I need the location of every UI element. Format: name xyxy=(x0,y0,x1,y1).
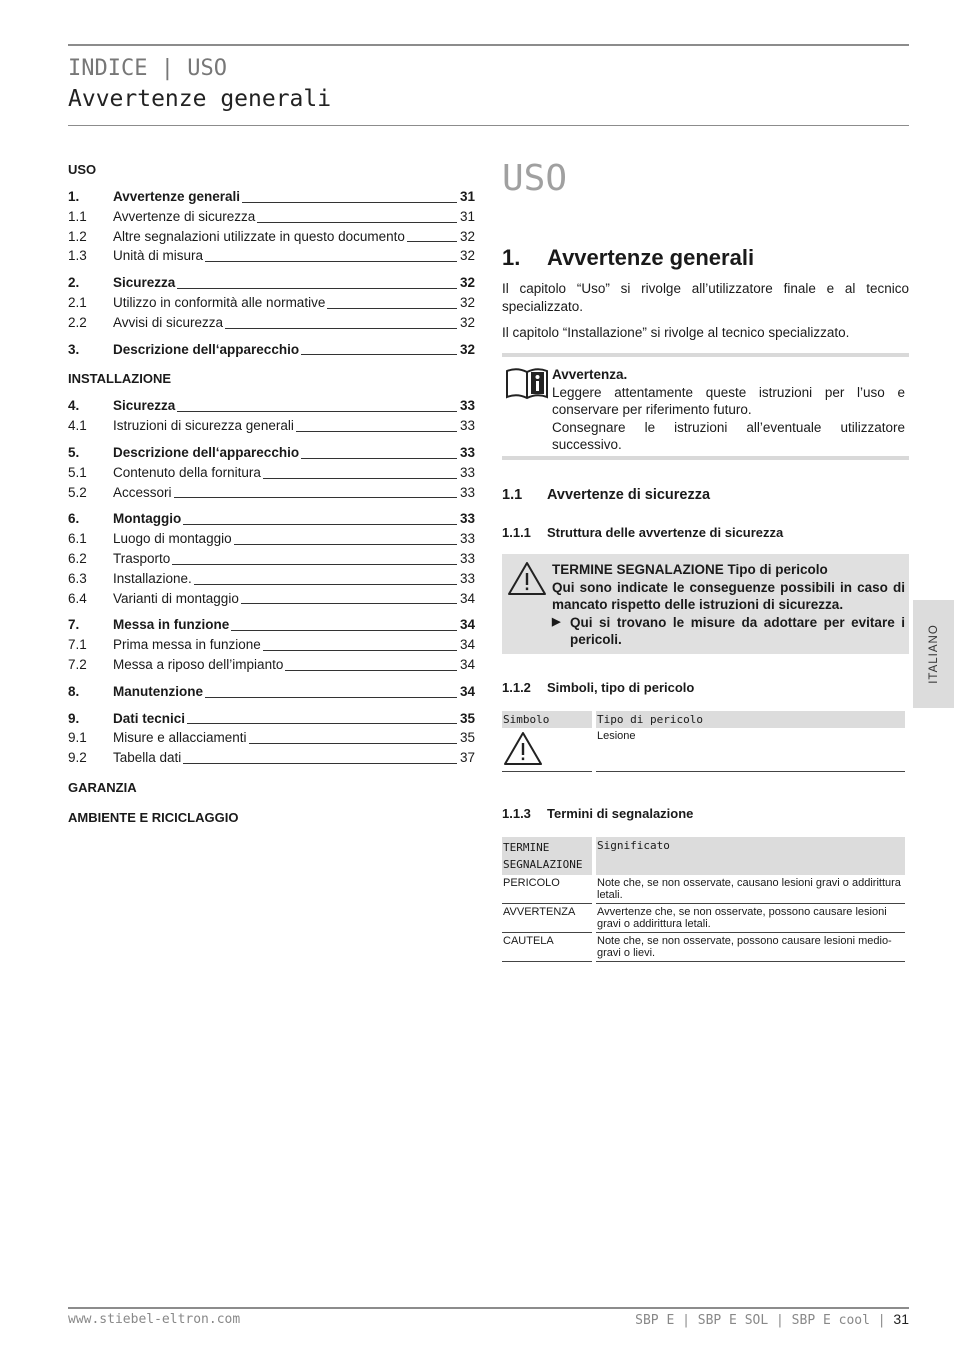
toc-entry-page: 37 xyxy=(459,750,475,766)
footer-url: www.stiebel-eltron.com xyxy=(68,1312,241,1327)
note-text xyxy=(552,366,905,454)
toc-leader xyxy=(183,524,457,525)
col-header-meaning: Significato xyxy=(596,837,905,875)
warning-title: TERMINE SEGNALAZIONE Tipo di pericolo xyxy=(552,562,828,577)
toc-leader xyxy=(187,723,457,724)
toc-leader xyxy=(194,584,457,585)
toc-entry-page: 34 xyxy=(459,637,475,653)
toc-section-title: AMBIENTE E RICICLAGGIO xyxy=(68,809,239,825)
toc-entry-label: Descrizione dell‘apparecchio xyxy=(113,341,300,357)
toc-entry-label: Montaggio xyxy=(113,511,182,527)
arrow-right-icon: ▶ xyxy=(552,615,561,628)
toc-leader xyxy=(263,650,457,651)
toc-entry[interactable] xyxy=(68,443,475,463)
footer-rule xyxy=(68,1307,909,1309)
toc-entry[interactable] xyxy=(68,246,475,266)
toc-entry-label: Accessori xyxy=(113,484,172,500)
toc-entry[interactable] xyxy=(68,615,475,635)
toc-leader xyxy=(296,431,457,432)
toc-leader xyxy=(241,603,457,604)
note-title: Avvertenza. xyxy=(552,367,628,382)
toc-section-title: GARANZIA xyxy=(68,779,137,795)
toc-entry-number: 6.2 xyxy=(68,550,87,566)
table-row xyxy=(502,875,905,904)
toc-entry-page: 32 xyxy=(459,228,475,244)
toc-entry-number: 6. xyxy=(68,511,80,527)
toc-entry[interactable] xyxy=(68,340,475,360)
toc-entry-page: 33 xyxy=(459,464,475,480)
symbols-table xyxy=(498,711,909,772)
warning-step-text: Qui si trovano le misure da adottare per evitare i pericoli. xyxy=(570,614,905,647)
toc-entry-number: 7. xyxy=(68,617,80,633)
toc-entry-number: 5. xyxy=(68,444,80,460)
toc-entry-number: 6.4 xyxy=(68,590,87,606)
footer-product-list: SBP E | SBP E SOL | SBP E cool | xyxy=(635,1313,886,1328)
toc-entry-number: 9.1 xyxy=(68,730,87,746)
part-title: USO xyxy=(502,158,568,199)
toc-entry-number: 2.2 xyxy=(68,314,87,330)
toc-entry-page: 33 xyxy=(459,398,475,414)
toc-entry-page: 31 xyxy=(459,189,475,204)
toc-leader xyxy=(285,670,457,671)
toc-entry-page: 35 xyxy=(459,730,475,746)
chapter-heading xyxy=(502,245,754,271)
section-title: Avvertenze di sicurezza xyxy=(547,487,711,503)
toc-entry-page: 33 xyxy=(459,484,475,500)
header-top-rule xyxy=(68,44,909,46)
toc-entry-label: Sicurezza xyxy=(113,275,176,291)
toc-entry[interactable] xyxy=(68,207,475,227)
toc-entry[interactable] xyxy=(68,709,475,729)
section-number: 1.1 xyxy=(502,487,523,503)
toc-entry-label: Luogo di montaggio xyxy=(113,531,232,547)
toc-entry-number: 7.1 xyxy=(68,637,87,653)
term-cell: CAUTELA xyxy=(502,933,592,962)
subsection-title: Termini di segnalazione xyxy=(547,806,694,821)
toc-entry-number: 6.3 xyxy=(68,570,87,586)
toc-entry[interactable] xyxy=(68,748,475,768)
subsection-heading-1-1-1 xyxy=(502,525,783,540)
toc-entry-label: Tabella dati xyxy=(113,750,182,766)
toc-entry-page: 35 xyxy=(459,710,475,726)
toc-entry[interactable] xyxy=(68,483,475,503)
toc-entry-label: Varianti di montaggio xyxy=(113,590,239,606)
toc-entry-number: 4.1 xyxy=(68,418,87,434)
toc-entry-number: 9. xyxy=(68,710,80,726)
warning-text xyxy=(552,561,905,649)
toc-entry[interactable] xyxy=(68,187,475,207)
toc-entry-page: 34 xyxy=(459,683,475,699)
subsection-heading-1-1-3 xyxy=(502,806,693,821)
toc-entry[interactable] xyxy=(68,682,475,702)
toc-entry-number: 1.3 xyxy=(68,248,87,264)
toc-entry-page: 32 xyxy=(459,294,475,310)
toc-leader xyxy=(263,478,457,479)
toc-entry-label: Utilizzo in conformità alle normative xyxy=(113,294,326,310)
term-cell: PERICOLO xyxy=(502,875,592,904)
toc-entry[interactable] xyxy=(68,293,475,313)
toc-entry-number: 3. xyxy=(68,341,80,357)
chapter-number: 1. xyxy=(502,245,521,270)
toc-entry-label: Descrizione dell‘apparecchio xyxy=(113,444,300,460)
toc-entry[interactable] xyxy=(68,589,475,609)
table-row xyxy=(502,904,905,933)
subsection-number: 1.1.2 xyxy=(502,680,531,695)
toc-leader xyxy=(231,630,457,631)
toc-entry-label: Manutenzione xyxy=(113,683,203,699)
toc-entry-number: 1. xyxy=(68,189,80,204)
footer-products xyxy=(635,1311,909,1328)
toc-leader xyxy=(242,202,457,203)
toc-entry-label: Trasporto xyxy=(113,550,171,566)
meaning-cell: Note che, se non osservate, causano lesioni gravi o addirittura letali. xyxy=(596,875,905,904)
term-cell: AVVERTENZA xyxy=(502,904,592,933)
toc-entry-page: 33 xyxy=(459,511,475,527)
col-header-term: TERMINE SEGNALAZIONE xyxy=(502,837,592,875)
toc-entry[interactable] xyxy=(68,529,475,549)
toc-entry-page: 32 xyxy=(459,314,475,330)
toc-entry[interactable] xyxy=(68,273,475,293)
toc-entry[interactable] xyxy=(68,549,475,569)
toc-leader xyxy=(301,458,457,459)
toc-leader xyxy=(234,544,457,545)
toc-entry-label: Contenuto della fornitura xyxy=(113,464,261,480)
subsection-title: Struttura delle avvertenze di sicurezza xyxy=(547,525,784,540)
signal-words-table xyxy=(498,837,909,962)
toc-entry-page: 33 xyxy=(459,531,475,547)
toc-entry-label: Prima messa in funzione xyxy=(113,637,261,653)
toc-entry-page: 33 xyxy=(459,418,475,434)
warning-box xyxy=(502,554,909,654)
toc-entry-page: 33 xyxy=(459,570,475,586)
note-line-2: Consegnare le istruzioni all’eventuale utilizzatore successivo. xyxy=(552,419,905,452)
header-bottom-rule xyxy=(68,125,909,126)
toc-entry[interactable] xyxy=(68,509,475,529)
toc-entry-number: 1.1 xyxy=(68,208,87,224)
language-tab xyxy=(913,600,954,708)
subsection-number: 1.1.1 xyxy=(502,525,531,540)
toc-entry-label: Unità di misura xyxy=(113,248,204,264)
toc-entry-label: Messa in funzione xyxy=(113,617,230,633)
toc-entry-page: 33 xyxy=(459,444,475,460)
toc-leader xyxy=(183,763,457,764)
symbol-cell xyxy=(502,728,592,772)
toc-entry[interactable] xyxy=(68,396,475,416)
toc-entry-page: 32 xyxy=(459,275,475,291)
table-row xyxy=(502,933,905,962)
toc-leader xyxy=(172,564,457,565)
hazard-cell: Lesione xyxy=(596,728,905,772)
col-header-hazard: Tipo di pericolo xyxy=(596,711,905,728)
toc-entry[interactable] xyxy=(68,463,475,483)
toc-entry-number: 4. xyxy=(68,398,80,414)
toc-entry[interactable] xyxy=(68,635,475,655)
section-heading-1-1 xyxy=(502,487,710,503)
toc-entry-page: 32 xyxy=(459,248,475,264)
toc-leader xyxy=(174,497,457,498)
note-line-1: Leggere attentamente queste istruzioni per l’uso e conservare per riferimento futuro. xyxy=(552,384,905,417)
toc-entry-label: Dati tecnici xyxy=(113,710,186,726)
table-of-contents xyxy=(68,160,475,828)
toc-entry[interactable] xyxy=(68,569,475,589)
toc-leader xyxy=(327,308,457,309)
toc-entry-page: 34 xyxy=(459,656,475,672)
note-box xyxy=(502,353,909,460)
toc-leader xyxy=(177,288,457,289)
toc-entry-number: 9.2 xyxy=(68,750,87,766)
toc-entry-page: 31 xyxy=(459,208,475,224)
toc-entry-number: 1.2 xyxy=(68,228,87,244)
toc-entry[interactable] xyxy=(68,416,475,436)
toc-leader xyxy=(177,411,457,412)
toc-entry[interactable] xyxy=(68,655,475,675)
toc-section-title: INSTALLAZIONE xyxy=(68,371,172,387)
toc-entry-number: 8. xyxy=(68,683,80,699)
chapter-title: Avvertenze generali xyxy=(547,245,755,270)
toc-entry-label: Avvisi di sicurezza xyxy=(113,314,224,330)
toc-entry-page: 32 xyxy=(459,341,475,357)
toc-entry-number: 2. xyxy=(68,275,80,291)
warning-step xyxy=(552,614,905,649)
toc-entry-label: Sicurezza xyxy=(113,398,176,414)
subsection-title: Simboli, tipo di pericolo xyxy=(547,680,695,695)
warning-triangle-icon xyxy=(507,560,547,596)
toc-entry-label: Altre segnalazioni utilizzate in questo documento xyxy=(113,228,405,244)
toc-entry[interactable] xyxy=(68,728,475,748)
header-section: INDICE | USO xyxy=(68,56,227,81)
toc-entry-label: Misure e allacciamenti xyxy=(113,730,247,746)
toc-entry-number: 2.1 xyxy=(68,294,87,310)
intro-paragraph-2: Il capitolo “Installazione” si rivolge al tecnico specializzato. xyxy=(502,325,850,340)
toc-leader xyxy=(205,697,457,698)
toc-entry-number: 5.2 xyxy=(68,484,87,500)
toc-leader xyxy=(225,328,457,329)
col-header-symbol: Simbolo xyxy=(502,711,592,728)
toc-entry-label: Istruzioni di sicurezza generali xyxy=(113,418,294,434)
subsection-number: 1.1.3 xyxy=(502,806,531,821)
toc-entry-label: Avvertenze generali xyxy=(113,189,241,204)
toc-entry-label: Messa a riposo dell’impianto xyxy=(113,656,284,672)
warning-triangle-icon xyxy=(503,730,543,766)
toc-entry-page: 33 xyxy=(459,550,475,566)
toc-entry[interactable] xyxy=(68,313,475,333)
header-title: Avvertenze generali xyxy=(68,86,332,112)
toc-entry-number: 5.1 xyxy=(68,464,87,480)
toc-entry-number: 6.1 xyxy=(68,531,87,547)
subsection-heading-1-1-2 xyxy=(502,680,694,695)
toc-entry-number: 7.2 xyxy=(68,656,87,672)
page-number: 31 xyxy=(893,1311,909,1327)
toc-entry[interactable] xyxy=(68,227,475,247)
toc-leader xyxy=(249,743,457,744)
toc-entry-page: 34 xyxy=(459,590,475,606)
meaning-cell: Avvertenze che, se non osservate, possono causare lesioni gravi o addirittura letali. xyxy=(596,904,905,933)
toc-leader xyxy=(407,241,457,242)
toc-entry-label: Installazione. xyxy=(113,570,192,586)
warning-body: Qui sono indicate le conseguenze possibili in caso di mancato rispetto delle istruzioni di sicurezza. xyxy=(552,579,905,612)
toc-section-title: USO xyxy=(68,162,97,177)
toc-leader xyxy=(301,354,457,355)
intro-paragraph: Il capitolo “Uso” si rivolge all’utilizzatore finale e al tecnico specializzato. xyxy=(502,281,909,314)
toc-entry-page: 34 xyxy=(459,617,475,633)
meaning-cell: Note che, se non osservate, possono causare lesioni medio-gravi o lievi. xyxy=(596,933,905,962)
language-tab-label: ITALIANO xyxy=(927,624,940,684)
book-info-icon xyxy=(505,365,549,401)
toc-leader xyxy=(205,261,457,262)
toc-leader xyxy=(257,222,457,223)
toc-entry-label: Avvertenze di sicurezza xyxy=(113,208,256,224)
